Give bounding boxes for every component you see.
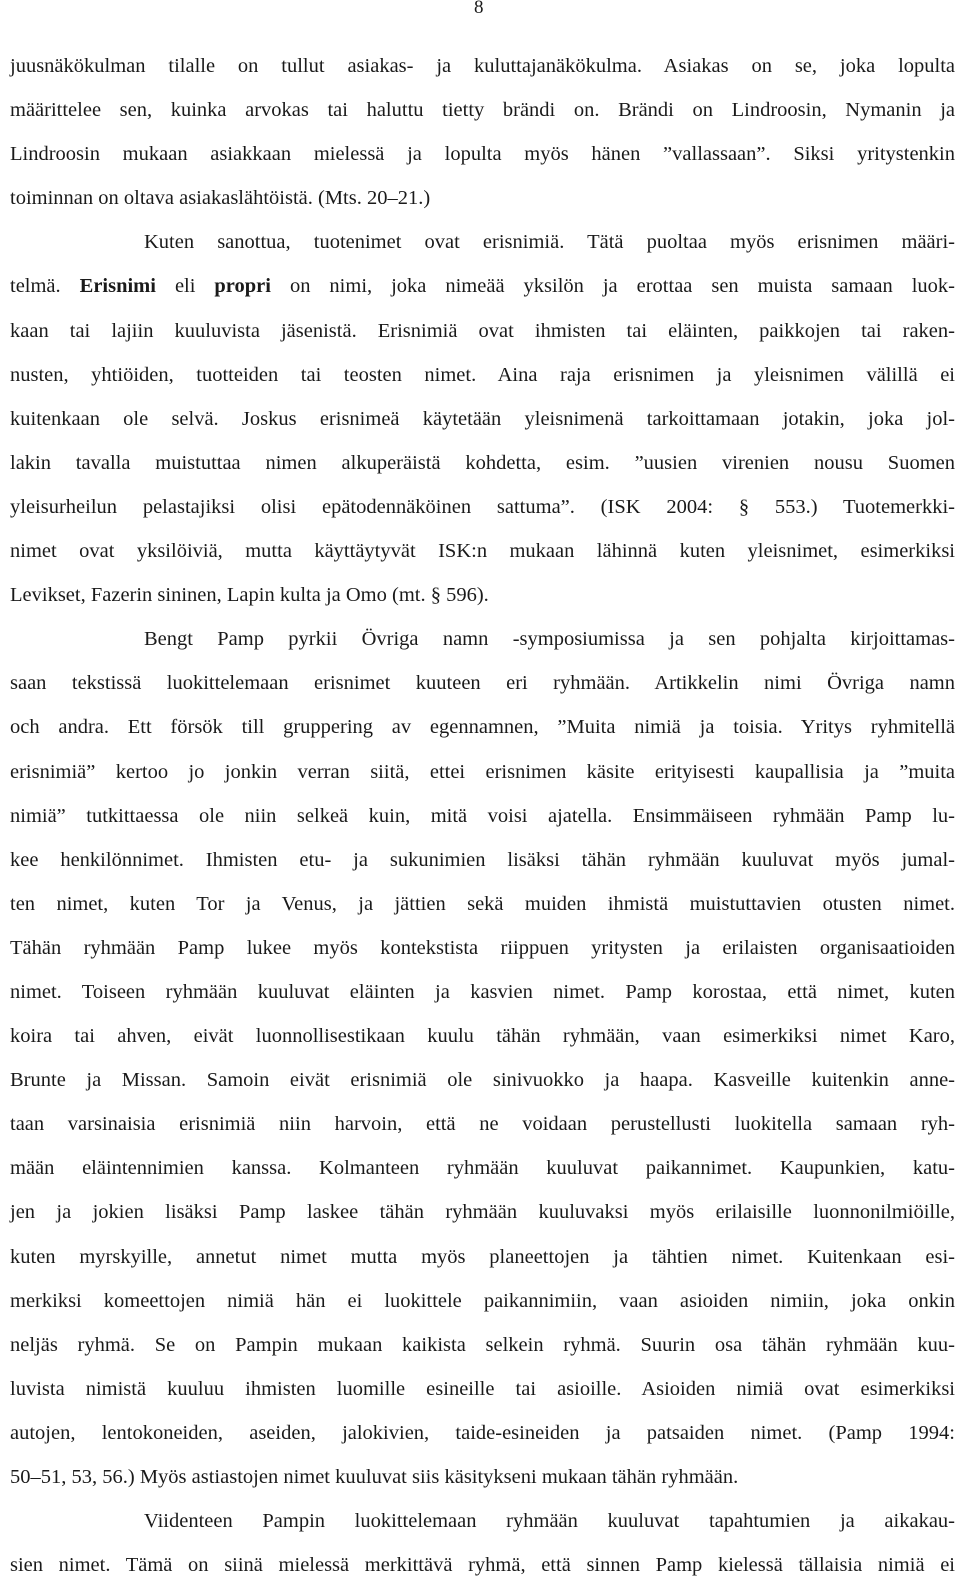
text-run: ten nimet, kuten Tor ja Venus, ja jättien sekä muiden ihmistä muistuttavien otusten nimet.	[10, 892, 955, 915]
text-run: erisnimiä” kertoo jo jonkin verran siitä, ettei erisnimen käsite erityisesti kaupallisia ja ”muita	[10, 760, 955, 783]
text-run: nimiä” tutkittaessa ole niin selkeä kuin, mitä voisi ajatella. Ensimmäiseen ryhmään Pamp lu-	[10, 804, 955, 827]
text-run: juusnäkökulman tilalle on tullut asiakas- ja kuluttajanäkökulma. Asiakas on se, joka lopulta	[10, 55, 955, 77]
text-line	[10, 794, 955, 838]
text-run: yleisurheilun pelastajiksi olisi epätodennäköinen sattuma”. (ISK 2004: § 553.) Tuotemerkki-	[10, 495, 955, 518]
text-line	[10, 1102, 955, 1146]
text-run: Viidenteen Pampin luokittelemaan ryhmään kuuluvat tapahtumien ja aikakau-	[144, 1510, 955, 1533]
text-line	[10, 309, 955, 353]
text-line	[10, 529, 955, 573]
text-line	[10, 44, 955, 88]
text-run: kee henkilönnimet. Ihmisten etu- ja sukunimien lisäksi tähän ryhmään kuuluvat myös jumal-	[10, 848, 955, 871]
text-line	[10, 441, 955, 485]
text-run: koira tai ahven, eivät luonnollisestikaan kuulu tähän ryhmään, vaan esimerkiksi nimet Karo,	[10, 1025, 955, 1048]
text-run: nimet. Toiseen ryhmään kuuluvat eläinten ja kasvien nimet. Pamp korostaa, että nimet, kuten	[10, 980, 955, 1003]
text-run: sien nimet. Tämä on siinä mielessä merkittävä ryhmä, että sinnen Pamp kielessä tällaisia nimiä ei	[10, 1554, 955, 1577]
text-run: merkiksi komeettojen nimiä hän ei luokittele paikannimiin, vaan asioiden nimiin, joka onkin	[10, 1289, 955, 1312]
text-run: mään eläintennimien kanssa. Kolmanteen ryhmään kuuluvat paikannimet. Kaupunkien, katu-	[10, 1157, 955, 1180]
text-run: nusten, yhtiöiden, tuotteiden tai teosten nimet. Aina raja erisnimen ja yleisnimen välillä ei	[10, 363, 955, 386]
text-line	[10, 397, 955, 441]
text-run: Lindroosin mukaan asiakkaan mielessä ja lopulta myös hänen ”vallassaan”. Siksi yritystenkin	[10, 143, 955, 166]
paragraph-first-line	[10, 1499, 955, 1543]
text-run: telmä.	[10, 275, 80, 298]
text-line	[10, 882, 955, 926]
text-line	[10, 926, 955, 970]
text-line	[10, 1058, 955, 1102]
text-run: kuten myrskyille, annetut nimet mutta myös planeettojen ja tähtien nimet. Kuitenkaan esi-	[10, 1245, 955, 1268]
text-line	[10, 1235, 955, 1279]
text-run: nimet ovat yksilöiviä, mutta käyttäytyvät ISK:n mukaan lähinnä kuten yleisnimet, esimerkiksi	[10, 540, 955, 563]
text-line	[10, 1014, 955, 1058]
text-run: och andra. Ett försök till gruppering av egennamnen, ”Muita nimiä ja toisia. Yritys ryhmitellä	[10, 716, 955, 739]
text-run: eli	[155, 275, 215, 298]
text-line	[10, 1411, 955, 1455]
text-line	[10, 176, 955, 220]
text-run: saan tekstissä luokittelemaan erisnimet kuuteen eri ryhmään. Artikkelin nimi Övriga namn	[10, 672, 955, 695]
bold-term: propri	[214, 275, 271, 298]
text-run: 50–51, 53, 56.) Myös astiastojen nimet kuuluvat siis käsitykseni mukaan tähän ryhmään.	[10, 1466, 739, 1488]
paragraph-first-line	[10, 220, 955, 264]
text-line	[10, 1455, 955, 1499]
text-run: on nimi, joka nimeää yksilön ja erottaa sen muista samaan luok-	[270, 275, 955, 298]
text-run: Levikset, Fazerin sininen, Lapin kulta ja Omo (mt. § 596).	[10, 584, 489, 607]
text-run: määrittelee sen, kuinka arvokas tai haluttu tietty brändi on. Brändi on Lindroosin, Nymanin ja	[10, 99, 955, 122]
text-line	[10, 573, 955, 617]
text-line	[10, 353, 955, 397]
text-run: jen ja jokien lisäksi Pamp laskee tähän ryhmään kuuluvaksi myös erilaisille luonnonilmiöille,	[10, 1201, 955, 1224]
text-run: Kuten sanottua, tuotenimet ovat erisnimiä. Tätä puoltaa myös erisnimen määri-	[144, 231, 955, 254]
body-text	[10, 44, 955, 1587]
text-line	[10, 661, 955, 705]
text-line	[10, 1190, 955, 1234]
text-line	[10, 1279, 955, 1323]
text-run: kuitenkaan ole selvä. Joskus erisnimeä käytetään yleisnimenä tarkoittamaan jotakin, joka jol-	[10, 407, 955, 430]
text-line	[10, 264, 955, 308]
text-run: neljäs ryhmä. Se on Pampin mukaan kaikista selkein ryhmä. Suurin osa tähän ryhmään kuu-	[10, 1333, 955, 1356]
bold-term: Erisnimi	[79, 275, 156, 298]
text-line	[10, 1323, 955, 1367]
text-run: Brunte ja Missan. Samoin eivät erisnimiä ole sinivuokko ja haapa. Kasveille kuitenkin anne-	[10, 1069, 955, 1092]
text-run: toiminnan on oltava asiakaslähtöistä. (Mts. 20–21.)	[10, 187, 431, 210]
text-run: autojen, lentokoneiden, aseiden, jalokivien, taide-esineiden ja patsaiden nimet. (Pamp 1994:	[10, 1421, 955, 1444]
paragraph-first-line	[10, 617, 955, 661]
text-line	[10, 750, 955, 794]
text-line	[10, 1543, 955, 1587]
text-line	[10, 485, 955, 529]
text-line	[10, 132, 955, 176]
text-line	[10, 705, 955, 749]
text-line	[10, 970, 955, 1014]
text-run: luvista nimistä kuuluu ihmisten luomille esineille tai asioille. Asioiden nimiä ovat esimerkiksi	[10, 1377, 955, 1400]
text-line	[10, 88, 955, 132]
text-run: Bengt Pamp pyrkii Övriga namn -symposiumissa ja sen pohjalta kirjoittamas-	[144, 628, 955, 651]
text-run: Tähän ryhmään Pamp lukee myös kontekstista riippuen yritysten ja erilaisten organisaatioiden	[10, 936, 955, 959]
text-line	[10, 838, 955, 882]
text-run: kaan tai lajiin kuuluvista jäsenistä. Erisnimiä ovat ihmisten tai eläinten, paikkojen tai raken-	[10, 319, 955, 342]
text-line	[10, 1146, 955, 1190]
page-number: 8	[474, 0, 484, 18]
text-line	[10, 1367, 955, 1411]
text-run: lakin tavalla muistuttaa nimen alkuperäistä kohdetta, esim. ”uusien virenien nousu Suomen	[10, 451, 955, 474]
text-run: taan varsinaisia erisnimiä niin harvoin, että ne voidaan perustellusti luokitella samaan ryh-	[10, 1113, 955, 1136]
